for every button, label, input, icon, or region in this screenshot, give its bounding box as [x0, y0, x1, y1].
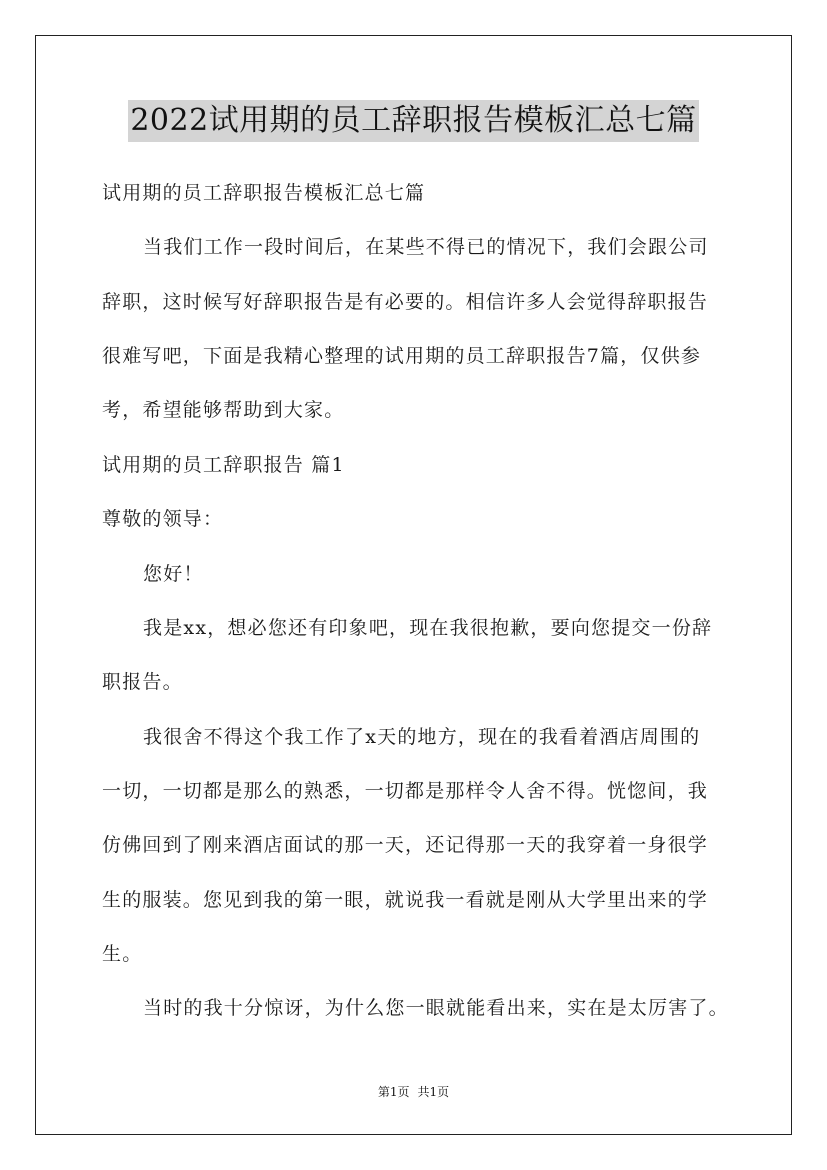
paragraph-line: 仿佛回到了刚来酒店面试的那一天，还记得那一天的我穿着一身很学 — [102, 834, 709, 856]
paragraph-line: 我很舍不得这个我工作了x天的地方，现在的我看着酒店周围的 — [143, 726, 701, 748]
paragraph-line: 辞职，这时候写好辞职报告是有必要的。相信许多人会觉得辞职报告 — [102, 291, 709, 313]
paragraph-line: 当时的我十分惊讶，为什么您一眼就能看出来，实在是太厉害了。 — [143, 997, 729, 1019]
title-container — [0, 100, 827, 142]
page-total: 共1页 — [417, 1085, 450, 1099]
paragraph-line: 我是xx，想必您还有印象吧，现在我很抱歉，要向您提交一份辞 — [143, 617, 713, 639]
paragraph-line: 考，希望能够帮助到大家。 — [102, 399, 345, 421]
page-number: 第1页 — [377, 1085, 410, 1099]
paragraph-line: 很难写吧，下面是我精心整理的试用期的员工辞职报告7篇，仅供参 — [102, 345, 702, 367]
paragraph-line: 生的服装。您见到我的第一眼，就说我一看就是刚从大学里出来的学 — [102, 889, 709, 911]
subtitle-line: 试用期的员工辞职报告模板汇总七篇 — [102, 182, 426, 204]
greeting: 您好！ — [143, 563, 204, 585]
section-heading: 试用期的员工辞职报告 篇1 — [102, 454, 345, 476]
page-footer — [0, 1084, 827, 1100]
document-title: 2022试用期的员工辞职报告模板汇总七篇 — [128, 100, 698, 142]
salutation: 尊敬的领导： — [102, 508, 224, 530]
paragraph-line: 当我们工作一段时间后，在某些不得已的情况下，我们会跟公司 — [143, 236, 709, 258]
paragraph-line: 生。 — [102, 943, 143, 965]
paragraph-line: 职报告。 — [102, 671, 183, 693]
paragraph-line: 一切，一切都是那么的熟悉，一切都是那样令人舍不得。恍惚间，我 — [102, 780, 709, 802]
